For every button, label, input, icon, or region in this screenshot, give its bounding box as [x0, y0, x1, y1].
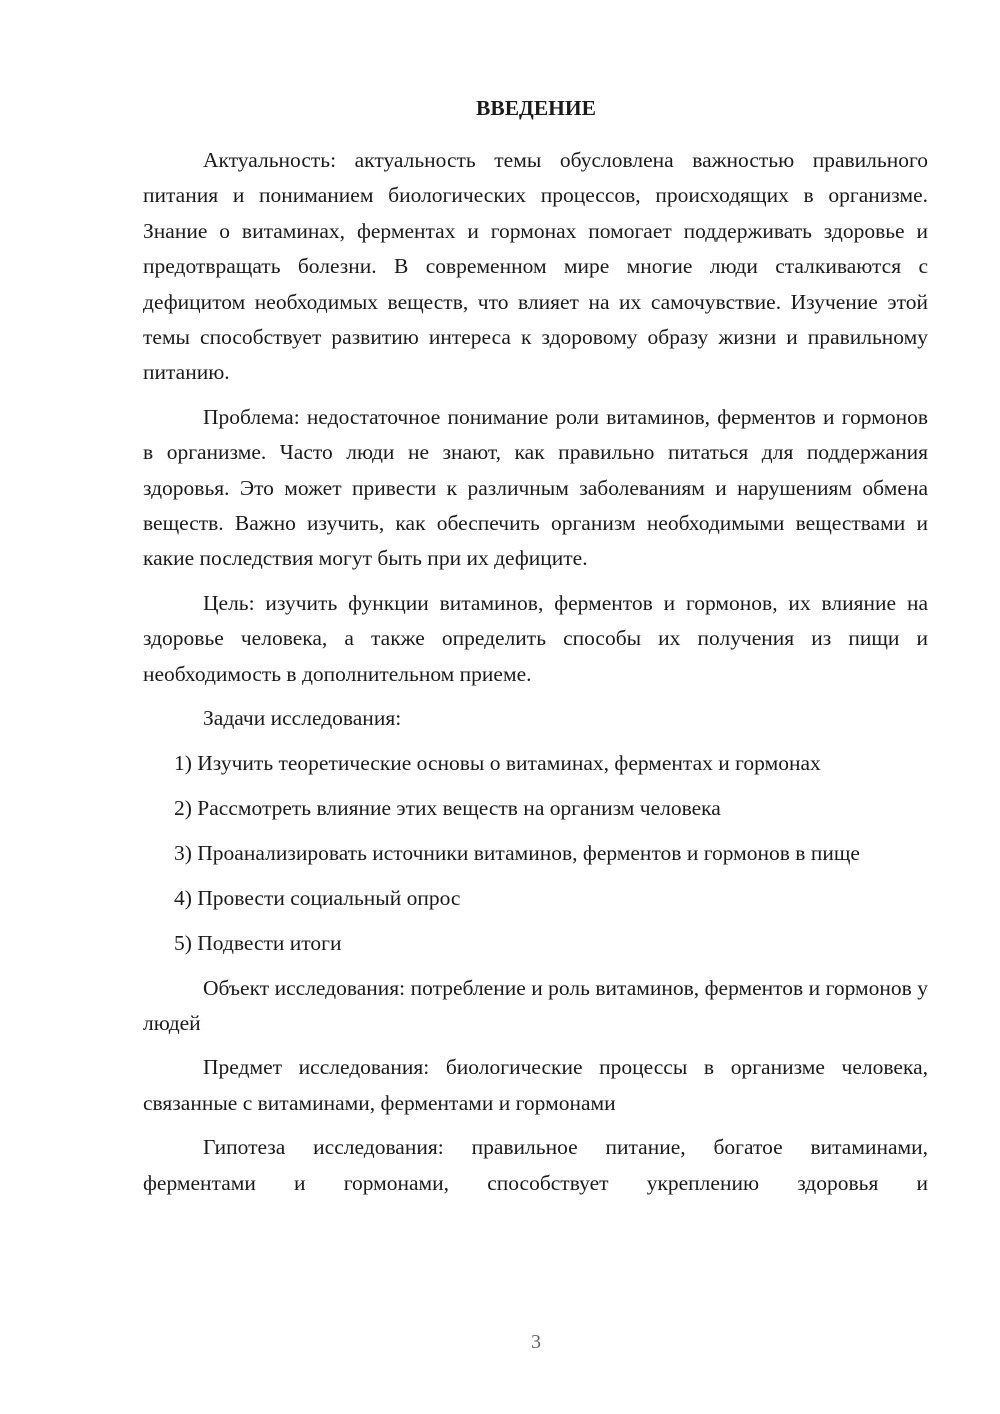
- list-item: 2) Рассмотреть влияние этих веществ на организм человека: [174, 795, 721, 820]
- paragraph-object: Объект исследования: потребление и роль витаминов, ферментов и гормонов у людей: [143, 975, 928, 1035]
- page-number: 3: [531, 1331, 541, 1353]
- list-item: 5) Подвести итоги: [174, 930, 342, 955]
- paragraph-problem: Проблема: недостаточное понимание роли витаминов, ферментов и гормонов в организме. Часто люди не знают, как правильно питаться для поддержания здоровья. Это может привести к различным заболеваниям и нарушениям обмена веществ. Важно изучить, как обеспечить организм необходимыми веществами и какие последствия могут быть при их дефиците.: [143, 404, 928, 571]
- paragraph-hypothesis: Гипотеза исследования: правильное питание, богатое витаминами, ферментами и гормонами, способствует укреплению здоровья и: [143, 1135, 928, 1195]
- page-title: ВВЕДЕНИЕ: [476, 96, 596, 120]
- list-item: 4) Провести социальный опрос: [174, 885, 461, 910]
- document-body: [143, 143, 928, 1210]
- list-item: 3) Проанализировать источники витаминов, ферментов и гормонов в пище: [174, 840, 860, 865]
- tasks-heading: Задачи исследования:: [203, 706, 402, 731]
- paragraph-relevance: Актуальность: актуальность темы обусловлена важностью правильного питания и пониманием биологических процессов, происходящих в организме. Знание о витаминах, ферментах и гормонах помогает поддерживать здоровье и предотвращать болезни. В современном мире многие люди сталкиваются с дефицитом необходимых веществ, что влияет на их самочувствие. Изучение этой темы способствует развитию интереса к здоровому образу жизни и правильному питанию.: [143, 148, 928, 385]
- paragraph-goal: Цель: изучить функции витаминов, ферментов и гормонов, их влияние на здоровье человека, а также определить способы их получения из пищи и необходимость в дополнительном приеме.: [143, 590, 928, 686]
- list-item: 1) Изучить теоретические основы о витаминах, ферментах и гормонах: [174, 750, 821, 775]
- paragraph-subject: Предмет исследования: биологические процессы в организме человека, связанные с витаминами, ферментами и гормонами: [143, 1055, 928, 1115]
